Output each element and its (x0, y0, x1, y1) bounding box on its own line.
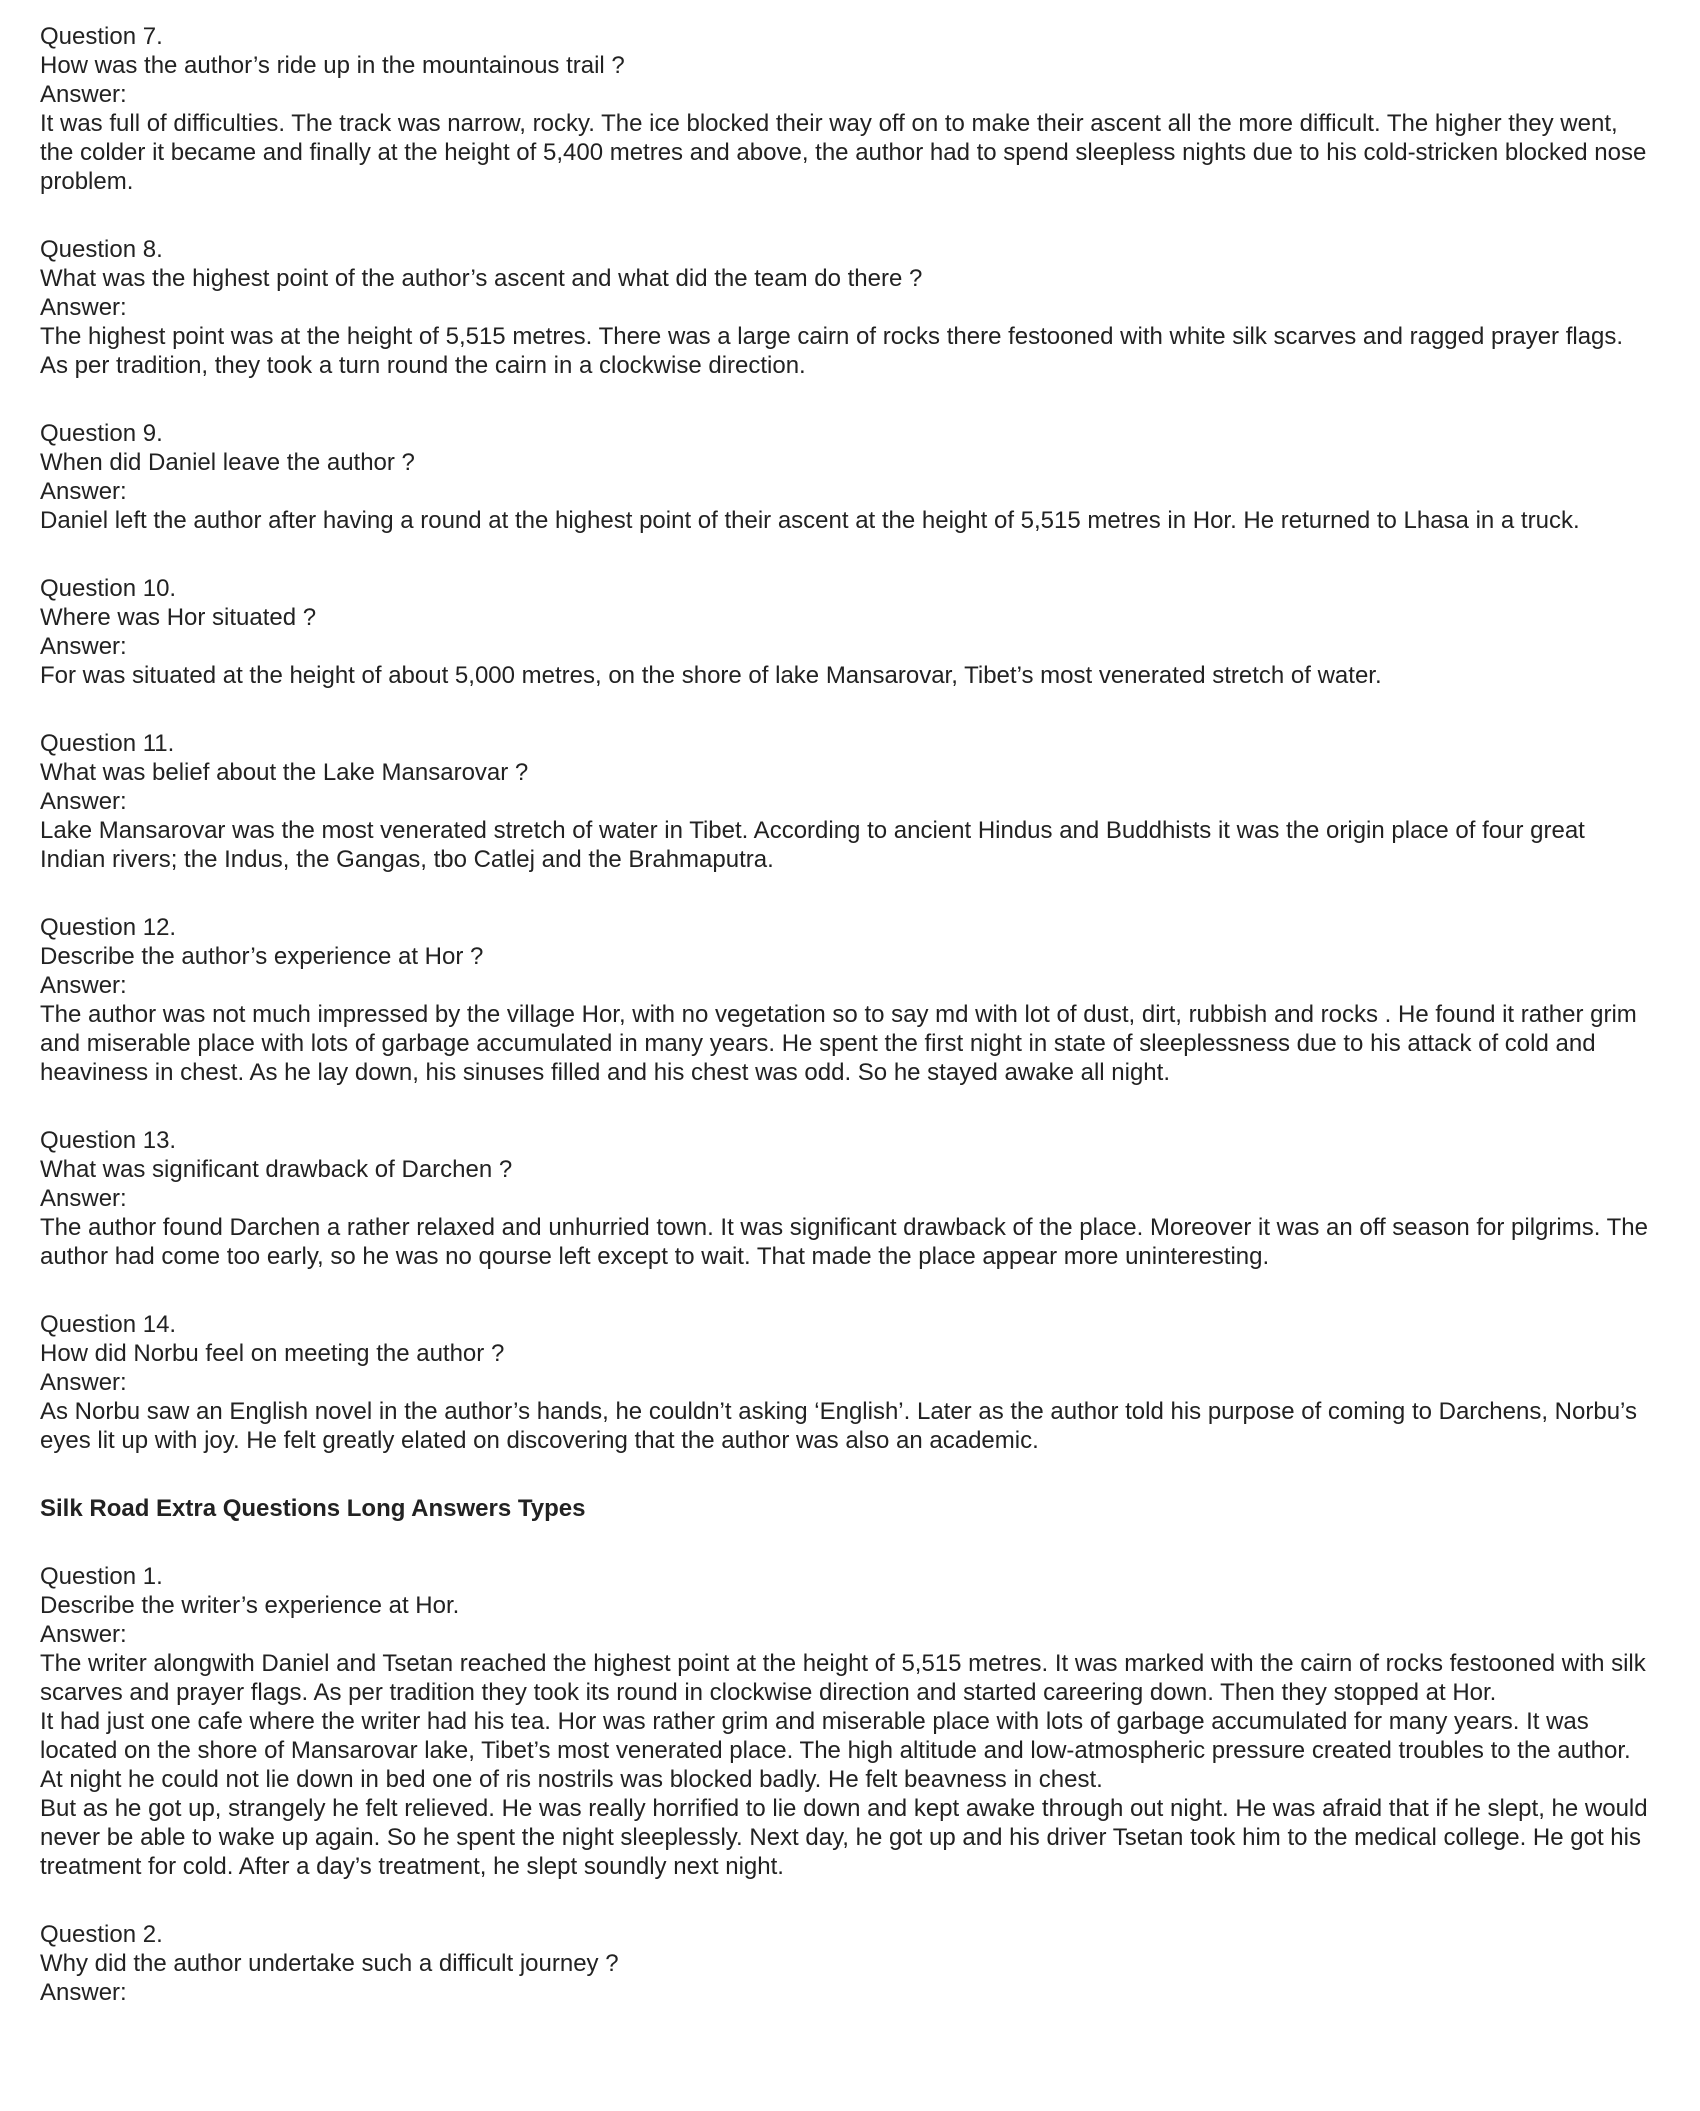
question-text: Describe the writer’s experience at Hor. (40, 1592, 460, 1619)
question-text: Where was Hor situated ? (40, 604, 317, 631)
answer-label: Answer: (40, 478, 127, 505)
question-label: Question 11. (40, 730, 175, 757)
question-text: How was the author’s ride up in the mountainous trail ? (40, 52, 625, 79)
answer-paragraph: As Norbu saw an English novel in the author’s hands, he couldn’t asking ‘English’. Later as the author told his purpose of coming to Darchens, Norbu’s eyes lit up with joy. He felt greatly elated on discovering that the author was also an academic. (40, 1398, 1637, 1454)
answer-paragraph: But as he got up, strangely he felt relieved. He was really horrified to lie down and kept awake through out night. He was afraid that if he slept, he would never be able to wake up again. So he spent the night sleeplessly. Next day, he got up and his driver Tsetan took him to the medical college. He got his treatment for cold. After a day’s treatment, he slept soundly next night. (40, 1795, 1648, 1880)
answer-paragraph: For was situated at the height of about 5,000 metres, on the shore of lake Mansarovar, Tibet’s most venerated stretch of water. (40, 662, 1382, 689)
answer-paragraph: Lake Mansarovar was the most venerated stretch of water in Tibet. According to ancient Hindus and Buddhists it was the origin place of four great Indian rivers; the Indus, the Gangas, tbo Catlej and the Brahmaputra. (40, 817, 1585, 873)
answer-label: Answer: (40, 788, 127, 815)
answer-label: Answer: (40, 633, 127, 660)
question-text: What was the highest point of the author’s ascent and what did the team do there ? (40, 265, 923, 292)
question-label: Question 1. (40, 1563, 163, 1590)
question-block (40, 1126, 1650, 1271)
question-block (40, 419, 1650, 535)
question-block (40, 235, 1650, 380)
answer-label: Answer: (40, 1621, 127, 1648)
question-label: Question 9. (40, 420, 163, 447)
question-block (40, 1920, 1650, 2007)
question-label: Question 2. (40, 1921, 163, 1948)
question-text: When did Daniel leave the author ? (40, 449, 415, 476)
question-block (40, 574, 1650, 690)
answer-paragraph: Daniel left the author after having a round at the highest point of their ascent at the height of 5,515 metres in Hor. He returned to Lhasa in a truck. (40, 507, 1580, 534)
answer-paragraph: It was full of difficulties. The track was narrow, rocky. The ice blocked their way off on to make their ascent all the more difficult. The higher they went, the colder it became and finally at the height of 5,400 metres and above, the author had to spend sleepless nights due to his cold-stricken blocked nose problem. (40, 110, 1647, 195)
answer-label: Answer: (40, 294, 127, 321)
question-text: How did Norbu feel on meeting the author ? (40, 1340, 505, 1367)
answer-label: Answer: (40, 1185, 127, 1212)
answer-paragraph: The highest point was at the height of 5,515 metres. There was a large cairn of rocks there festooned with white silk scarves and ragged prayer flags. As per tradition, they took a turn round the cairn in a clockwise direction. (40, 323, 1624, 379)
answer-paragraph: The author found Darchen a rather relaxed and unhurried town. It was significant drawback of the place. Moreover it was an off season for pilgrims. The author had come too early, so he was no qourse left except to wait. That made the place appear more uninteresting. (40, 1214, 1648, 1270)
question-block (40, 729, 1650, 874)
question-block (40, 1310, 1650, 1455)
answer-label: Answer: (40, 1979, 127, 2006)
question-label: Question 13. (40, 1127, 177, 1154)
question-label: Question 10. (40, 575, 177, 602)
question-label: Question 14. (40, 1311, 177, 1338)
question-block (40, 22, 1650, 196)
question-label: Question 12. (40, 914, 177, 941)
answer-paragraph: It had just one cafe where the writer had his tea. Hor was rather grim and miserable place with lots of garbage accumulated for many years. It was located on the shore of Mansarovar lake, Tibet’s most venerated place. The high altitude and low-atmospheric pressure created troubles to the author. At night he could not lie down in bed one of ris nostrils was blocked badly. He felt beavness in chest. (40, 1708, 1631, 1793)
question-label: Question 7. (40, 23, 163, 50)
answer-label: Answer: (40, 81, 127, 108)
question-text: What was belief about the Lake Mansarovar ? (40, 759, 529, 786)
answer-paragraph: The author was not much impressed by the village Hor, with no vegetation so to say md with lot of dust, dirt, rubbish and rocks . He found it rather grim and miserable place with lots of garbage accumulated in many years. He spent the first night in state of sleeplessness due to his attack of cold and heaviness in chest. As he lay down, his sinuses filled and his chest was odd. So he stayed awake all night. (40, 1001, 1637, 1086)
question-label: Question 8. (40, 236, 163, 263)
answer-label: Answer: (40, 972, 127, 999)
section-heading: Silk Road Extra Questions Long Answers Types (40, 1495, 586, 1522)
question-block (40, 1562, 1650, 1881)
question-text: What was significant drawback of Darchen ? (40, 1156, 513, 1183)
question-block (40, 913, 1650, 1087)
answer-paragraph: The writer alongwith Daniel and Tsetan reached the highest point at the height of 5,515 metres. It was marked with the cairn of rocks festooned with silk scarves and prayer flags. As per tradition they took its round in clockwise direction and started careering down. Then they stopped at Hor. (40, 1650, 1646, 1706)
question-text: Why did the author undertake such a difficult journey ? (40, 1950, 619, 1977)
question-text: Describe the author’s experience at Hor ? (40, 943, 484, 970)
answer-label: Answer: (40, 1369, 127, 1396)
